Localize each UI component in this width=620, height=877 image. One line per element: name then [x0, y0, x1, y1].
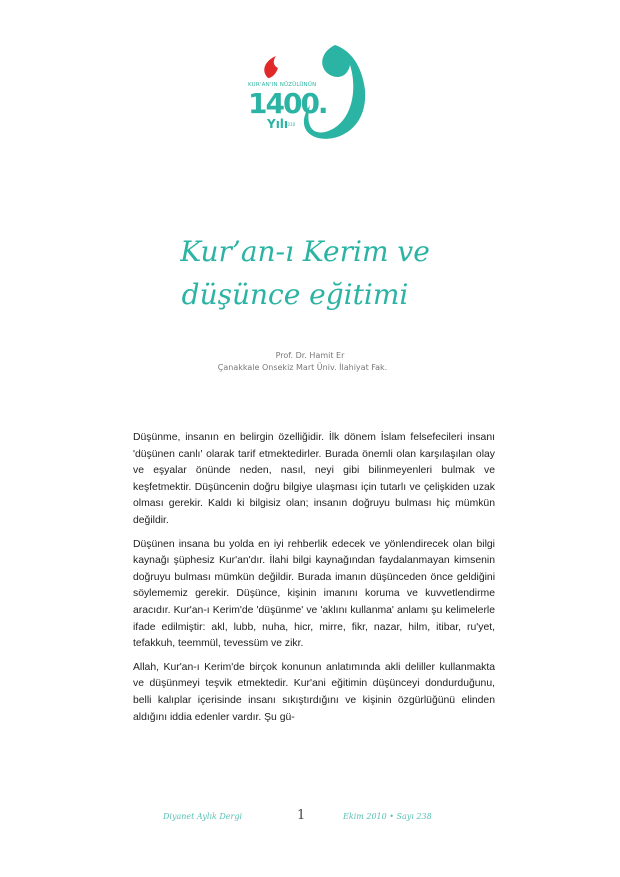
- page-number: 1: [297, 808, 306, 823]
- logo-small-text: 2010: [285, 122, 296, 127]
- logo-number: 1400.: [248, 87, 327, 120]
- page-footer: [0, 808, 620, 828]
- author-name: Prof. Dr. Hamit Er: [275, 351, 345, 360]
- article-title-line2: düşünce eğitimi: [181, 278, 409, 311]
- article-title-line1: Kur’an-ı Kerim ve: [180, 235, 430, 268]
- paragraph: Düşünme, insanın en belirgin özelliğidir. İlk dönem İslam felsefecileri insanı 'düşünen canlı' olarak tarif etmektedirler. Burada önemli olan karşılaşılan olay ve eşyalar önünde neden, nasıl, neyi gibi bilinmeyenleri bulmak ve keşfetmektir. Düşüncenin doğru bilgiye ulaşması için tutarlı ve çelişkiden uzak olması gerekir. Kaldı ki bilgisiz olan; insanın doğruyu bulması hiç mümkün değildir.: [133, 432, 495, 526]
- anniversary-logo: [240, 30, 380, 155]
- logo-top-text: KUR'AN'IN NÜZÛLÜNÜN: [248, 82, 317, 88]
- journal-name: Diyanet Aylık Dergi: [163, 812, 243, 821]
- logo-year-word: Yılı: [267, 117, 289, 131]
- issue-info: Ekim 2010 • Sayı 238: [343, 812, 432, 821]
- author-institution: Çanakkale Onsekiz Mart Üniv. İlahiyat Fak.: [217, 363, 388, 372]
- author-block: [0, 350, 620, 374]
- tulip-icon: [264, 56, 278, 78]
- paragraph: Allah, Kur'an-ı Kerim'de birçok konunun anlatımında akli deliller kullanmakta ve düşünmeyi teşvik etmektedir. Kur'ani eğitimin düşünceyi dondurduğunu, belli kalıplar içerisinde insanı sıkıştırdığını ve kişinin özgürlüğünü elinden aldığını iddia edenler vardır. Şu gü-: [133, 661, 495, 723]
- article-body: [133, 430, 495, 733]
- paragraph: Düşünen insana bu yolda en iyi rehberlik edecek ve yönlendirecek olan bilgi kaynağı şüphesiz Kur'an'dır. İlahi bilgi kaynağından faydalanmayan kimsenin doğruyu bulması mümkün değildir. Burada imanın düşünceden önce geldiğini söylememiz gerekir. Düşünce, kişinin imanını koruma ve kuvvetlendirme aracıdır. Kur'an-ı Kerim'de 'düşünme' ve 'aklını kullanma' anlamı şu kelimelerle ifade edilmiştir: akl, lubb, nuha, hicr, mirre, fikr, nazar, hilm, itibar, ru'yet, tefakkuh, teemmül, tevessüm ve zikr.: [133, 538, 495, 650]
